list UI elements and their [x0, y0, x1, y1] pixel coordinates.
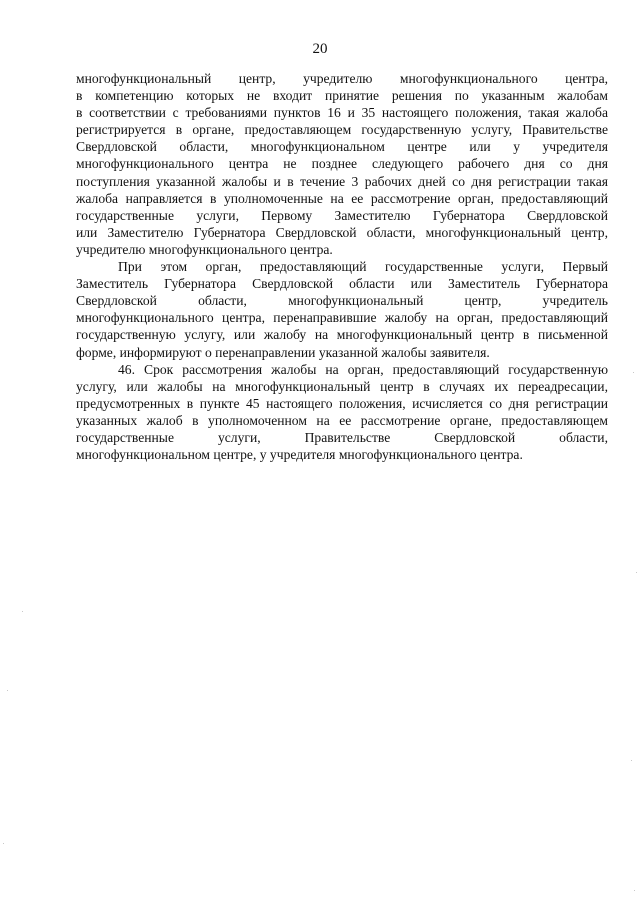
scan-speck — [634, 890, 635, 891]
paragraph-redirection-notice — [76, 258, 608, 361]
scan-speck — [633, 372, 634, 373]
scan-speck — [7, 690, 8, 691]
scan-speck — [631, 760, 632, 761]
text-line: форме, информируют о перенаправлении указанной жалобы заявителя. — [76, 344, 490, 360]
text-line: Свердловской области, многофункциональном центре или у учредителя — [76, 139, 608, 155]
text-line: Заместитель Губернатора Свердловской области или Заместитель Губернатора — [76, 276, 608, 292]
text-line: Свердловской области, многофункциональный центр, учредитель — [76, 293, 608, 309]
text-line: государственные услуги, Правительстве Свердловской области, — [76, 429, 608, 445]
text-line: в компетенцию которых не входит принятие решения по указанным жалобам — [76, 88, 608, 104]
document-body — [76, 70, 608, 463]
scan-speck — [22, 611, 23, 612]
text-line: многофункционального центра не позднее следующего рабочего дня со дня — [76, 156, 608, 172]
paragraph-complaint-registration — [76, 70, 608, 258]
text-line: услугу, или жалобы на многофункциональный центр в случаях их переадресации, — [76, 378, 608, 394]
text-line: учредителю многофункционального центра. — [76, 241, 333, 257]
text-line: жалоба направляется в уполномоченные на ее рассмотрение орган, предоставляющий — [76, 190, 608, 206]
paragraph-item-46 — [76, 361, 608, 464]
scan-speck — [3, 843, 4, 844]
page-number: 20 — [312, 41, 328, 57]
scan-speck — [636, 572, 637, 573]
text-line: поступления указанной жалобы и в течение 3 рабочих дней со дня регистрации такая — [76, 173, 608, 189]
text-line: в соответствии с требованиями пунктов 16 и 35 настоящего положения, такая жалоба — [76, 105, 608, 121]
text-line: государственную услугу, или жалобу на многофункциональный центр в письменной — [76, 327, 608, 343]
text-line: указанных жалоб в уполномоченном на ее рассмотрение органе, предоставляющем — [76, 412, 608, 428]
text-line: или Заместителю Губернатора Свердловской области, многофункциональный центр, — [76, 224, 608, 240]
text-line: предусмотренных в пункте 45 настоящего положения, исчисляется со дня регистрации — [76, 395, 608, 411]
text-line: многофункционального центра, перенаправившие жалобу на орган, предоставляющий — [76, 310, 608, 326]
text-line: многофункциональный центр, учредителю многофункционального центра, — [76, 71, 608, 86]
text-line: 46. Срок рассмотрения жалобы на орган, предоставляющий государственную — [118, 361, 608, 377]
text-line: многофункциональном центре, у учредителя многофункционального центра. — [76, 447, 523, 463]
text-line: государственные услуги, Первому Заместителю Губернатора Свердловской — [76, 207, 608, 223]
text-line: регистрируется в органе, предоставляющем государственную услугу, Правительстве — [76, 122, 608, 138]
text-line: При этом орган, предоставляющий государственные услуги, Первый — [118, 259, 608, 275]
